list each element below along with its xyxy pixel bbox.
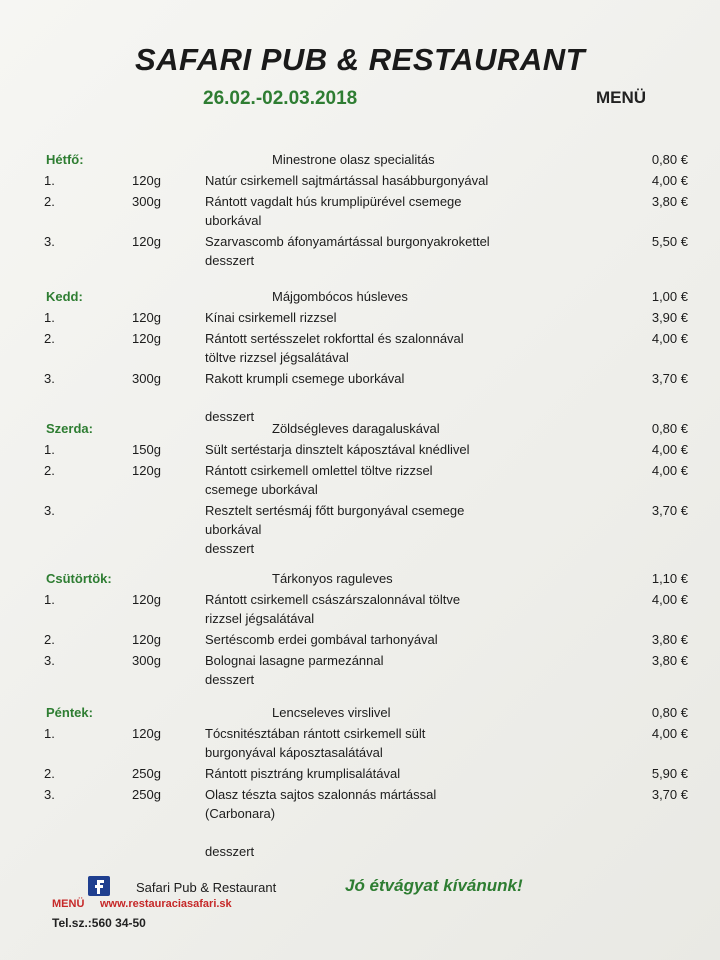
menu-row [0, 787, 720, 807]
dish-weight: 250g [132, 766, 161, 781]
footer-website[interactable]: www.restauraciasafari.sk [100, 898, 232, 910]
dish-number: 3. [44, 234, 55, 249]
dish-description: uborkával [205, 522, 262, 537]
soup-price: 0,80 € [651, 152, 688, 167]
dish-description: Resztelt sertésmáj főtt burgonyával csemege [205, 503, 465, 518]
soup-name: Májgombócos húsleves [272, 289, 408, 304]
dish-description: Bolognai lasagne parmezánnal [205, 653, 384, 668]
menu-row [0, 482, 720, 502]
dish-weight: 120g [132, 463, 161, 478]
page-title: SAFARI PUB & RESTAURANT [134, 42, 586, 77]
dish-description: Rántott csirkemell omlettel töltve rizzsel [205, 463, 433, 478]
menu-row [0, 522, 720, 542]
day-name: Hétfő: [46, 152, 84, 167]
menu-row [0, 745, 720, 765]
dish-price: 4,00 € [651, 726, 688, 741]
dish-number: 3. [44, 653, 55, 668]
soup-name: Tárkonyos raguleves [272, 571, 393, 586]
menu-row [0, 653, 720, 673]
menu-row [0, 194, 720, 214]
dish-price: 4,00 € [651, 442, 688, 457]
dish-description: (Carbonara) [205, 806, 276, 821]
soup-price: 0,80 € [651, 705, 688, 720]
dish-price: 4,00 € [651, 173, 688, 188]
facebook-icon [88, 876, 110, 896]
menu-row [0, 331, 720, 351]
menu-row [0, 844, 720, 864]
dish-description: rizzsel jégsalátával [205, 611, 315, 626]
menu-row [0, 806, 720, 826]
soup-name: Zöldségleves daragaluskával [272, 421, 440, 436]
dish-description: Rántott pisztráng krumplisalátával [205, 766, 401, 781]
menu-label: MENÜ [596, 88, 647, 107]
dish-price: 3,90 € [651, 310, 688, 325]
dish-number: 2. [44, 766, 55, 781]
menu-row [0, 726, 720, 746]
dish-number: 1. [44, 310, 55, 325]
dish-description: töltve rizzsel jégsalátával [205, 350, 349, 365]
dish-price: 4,00 € [651, 463, 688, 478]
dish-weight: 120g [132, 592, 161, 607]
dish-number: 3. [44, 787, 55, 802]
dish-description: Rántott sertésszelet rokforttal és szalonnával [205, 331, 464, 346]
footer-phone: Tel.sz.:560 34-50 [52, 916, 146, 930]
dish-description: Rakott krumpli csemege uborkával [205, 371, 405, 386]
menu-row [0, 390, 720, 410]
dish-weight: 120g [132, 234, 161, 249]
dish-number: 2. [44, 632, 55, 647]
menu-row [0, 421, 720, 441]
dish-price: 3,80 € [651, 632, 688, 647]
dish-description: Szarvascomb áfonyamártással burgonyakrokettel [205, 234, 490, 249]
dish-weight: 120g [132, 331, 161, 346]
dish-number: 1. [44, 592, 55, 607]
dish-price: 3,70 € [651, 371, 688, 386]
dish-price: 3,80 € [651, 653, 688, 668]
dish-price: 5,50 € [651, 234, 688, 249]
footer-wish: Jó étvágyat kívánunk! [345, 876, 523, 895]
dish-weight: 300g [132, 194, 161, 209]
menu-row [0, 371, 720, 391]
dish-description: uborkával [205, 213, 262, 228]
dish-description: Natúr csirkemell sajtmártással hasábburgonyával [205, 173, 489, 188]
menu-row [0, 213, 720, 233]
menu-row [0, 350, 720, 370]
soup-name: Lencseleves virslivel [272, 705, 391, 720]
menu-row [0, 632, 720, 652]
soup-name: Minestrone olasz specialitás [272, 152, 435, 167]
soup-price: 1,00 € [651, 289, 688, 304]
dish-price: 3,80 € [651, 194, 688, 209]
menu-row [0, 463, 720, 483]
day-name: Szerda: [46, 421, 93, 436]
menu-row [0, 611, 720, 631]
dish-weight: 120g [132, 173, 161, 188]
dish-description: Rántott vagdalt hús krumplipürével csemege [205, 194, 462, 209]
menu-row [0, 503, 720, 523]
day-name: Péntek: [46, 705, 93, 720]
day-name: Csütörtök: [46, 571, 112, 586]
footer-menu-label: MENÜ [52, 898, 85, 910]
menu-row [0, 253, 720, 273]
dish-number: 1. [44, 726, 55, 741]
dish-number: 3. [44, 503, 55, 518]
dish-description: Olasz tészta sajtos szalonnás mártással [205, 787, 437, 802]
menu-row [0, 766, 720, 786]
dish-description: Sült sertéstarja dinsztelt káposztával knédlivel [205, 442, 470, 457]
menu-row [0, 442, 720, 462]
dish-weight: 120g [132, 310, 161, 325]
dish-price: 4,00 € [651, 592, 688, 607]
menu-row [0, 571, 720, 591]
dish-price: 4,00 € [651, 331, 688, 346]
dish-number: 2. [44, 331, 55, 346]
dish-description: Kínai csirkemell rizzsel [205, 310, 337, 325]
dish-number: 2. [44, 194, 55, 209]
dish-description: desszert [205, 672, 255, 687]
dish-price: 3,70 € [651, 787, 688, 802]
footer-restaurant-name: Safari Pub & Restaurant [136, 880, 277, 895]
date-range: 26.02.-02.03.2018 [203, 88, 358, 109]
dish-weight: 300g [132, 371, 161, 386]
menu-row [0, 234, 720, 254]
dish-description: desszert [205, 844, 255, 859]
dish-weight: 120g [132, 726, 161, 741]
dish-description: burgonyával káposztasalátával [205, 745, 383, 760]
menu-row [0, 592, 720, 612]
menu-row [0, 705, 720, 725]
soup-price: 0,80 € [651, 421, 688, 436]
dish-description: Sertéscomb erdei gombával tarhonyával [205, 632, 438, 647]
dish-description: Tócsnitésztában rántott csirkemell sült [205, 726, 426, 741]
dish-weight: 300g [132, 653, 161, 668]
menu-row [0, 173, 720, 193]
dish-description: Rántott csirkemell császárszalonnával töltve [205, 592, 461, 607]
dish-weight: 150g [132, 442, 161, 457]
dish-description: desszert [205, 409, 255, 424]
dish-price: 5,90 € [651, 766, 688, 781]
dish-number: 1. [44, 442, 55, 457]
dish-number: 1. [44, 173, 55, 188]
dish-price: 3,70 € [651, 503, 688, 518]
dish-number: 2. [44, 463, 55, 478]
dish-description: desszert [205, 253, 255, 268]
dish-weight: 120g [132, 632, 161, 647]
dish-description: desszert [205, 541, 255, 556]
menu-row [0, 825, 720, 845]
menu-row [0, 152, 720, 172]
day-name: Kedd: [46, 289, 83, 304]
menu-row [0, 289, 720, 309]
menu-row [0, 541, 720, 561]
menu-row [0, 310, 720, 330]
dish-number: 3. [44, 371, 55, 386]
dish-description: csemege uborkával [205, 482, 318, 497]
soup-price: 1,10 € [651, 571, 688, 586]
menu-row [0, 672, 720, 692]
dish-weight: 250g [132, 787, 161, 802]
